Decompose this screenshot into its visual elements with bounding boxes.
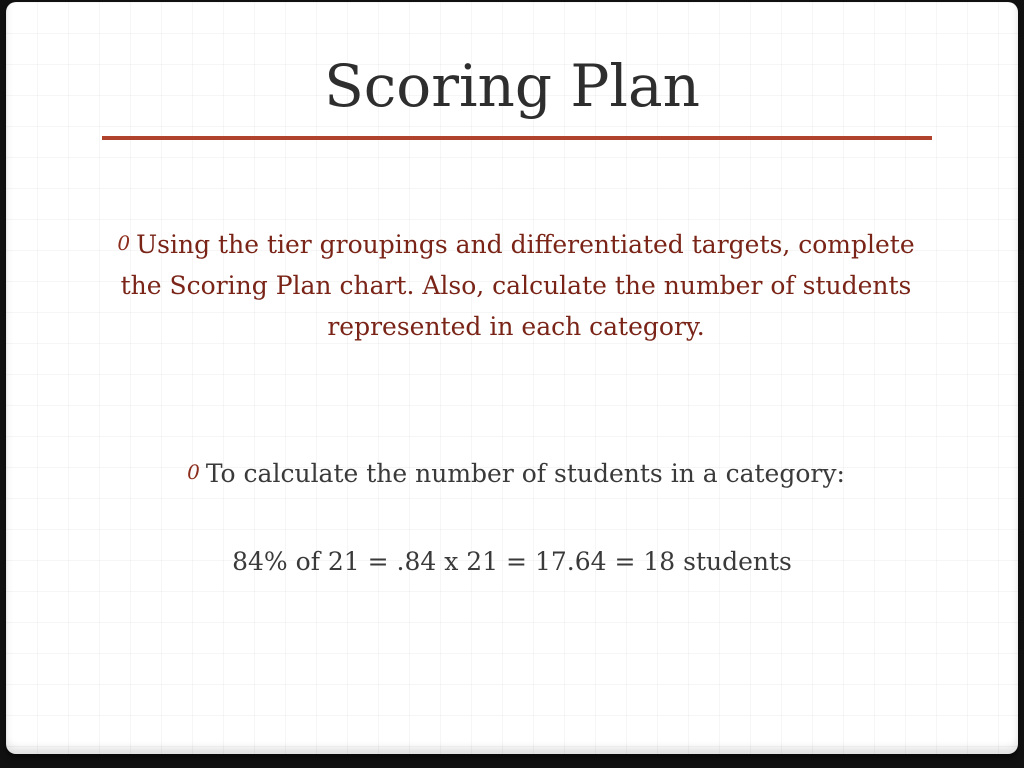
bullet-marker: 0 xyxy=(117,231,131,255)
bullet-item-2 xyxy=(116,452,916,494)
bullet-text-1: Using the tier groupings and differentiated targets, complete the Scoring Plan chart. Also, calculate the number of students represented in each category. xyxy=(120,230,915,341)
bullet-text-2: To calculate the number of students in a category: xyxy=(205,459,845,488)
bullet-item-1 xyxy=(116,223,916,347)
bullet-marker: 0 xyxy=(187,460,200,484)
title-divider xyxy=(102,136,932,140)
slide-title: Scoring Plan xyxy=(324,52,700,120)
formula-example: 84% of 21 = .84 x 21 = 17.64 = 18 students xyxy=(232,547,792,576)
slide xyxy=(6,2,1018,754)
